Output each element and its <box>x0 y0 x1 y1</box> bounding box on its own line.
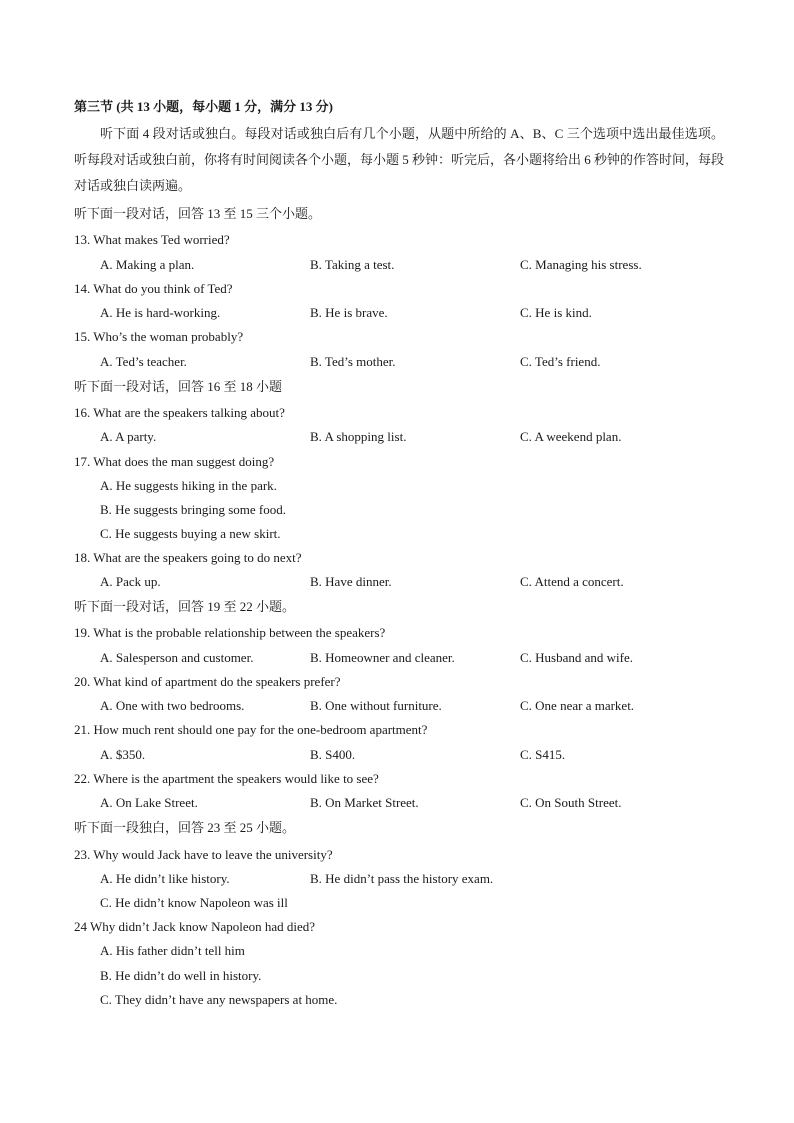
q21-option-c: C. S415. <box>520 747 566 762</box>
q18-option-a: A. Pack up. <box>100 574 161 589</box>
q22-option-b: B. On Market Street. <box>310 795 419 810</box>
q18-option-c: C. Attend a concert. <box>520 574 624 589</box>
q22-option-c: C. On South Street. <box>520 795 622 810</box>
question-18: 18. What are the speakers going to do next? <box>74 550 302 565</box>
question-22: 22. Where is the apartment the speakers would like to see? <box>74 771 379 786</box>
q23-option-c: C. He didn’t know Napoleon was ill <box>100 895 288 910</box>
dialogue-prompt-1: 听下面一段对话，回答 13 至 15 三个小题。 <box>74 206 322 221</box>
question-19: 19. What is the probable relationship between the speakers? <box>74 625 386 640</box>
q20-option-b: B. One without furniture. <box>310 698 442 713</box>
section-title: 第三节 (共 13 小题，每小题 1 分，满分 13 分) <box>74 99 333 114</box>
q17-option-a: A. He suggests hiking in the park. <box>100 478 277 493</box>
q14-option-a: A. He is hard-working. <box>100 305 221 320</box>
q17-option-b: B. He suggests bringing some food. <box>100 502 286 517</box>
q13-option-a: A. Making a plan. <box>100 257 195 272</box>
question-14: 14. What do you think of Ted? <box>74 281 233 296</box>
q14-option-c: C. He is kind. <box>520 305 592 320</box>
q24-option-c: C. They didn’t have any newspapers at home. <box>100 992 338 1007</box>
q16-option-a: A. A party. <box>100 429 157 444</box>
q15-option-c: C. Ted’s friend. <box>520 354 601 369</box>
q24-option-b: B. He didn’t do well in history. <box>100 968 262 983</box>
q17-option-c: C. He suggests buying a new skirt. <box>100 526 281 541</box>
q14-option-b: B. He is brave. <box>310 305 388 320</box>
q23-option-b: B. He didn’t pass the history exam. <box>310 871 494 886</box>
q15-option-a: A. Ted’s teacher. <box>100 354 187 369</box>
q19-option-a: A. Salesperson and customer. <box>100 650 254 665</box>
q13-option-b: B. Taking a test. <box>310 257 395 272</box>
question-15: 15. Who’s the woman probably? <box>74 329 244 344</box>
q20-option-c: C. One near a market. <box>520 698 635 713</box>
question-21: 21. How much rent should one pay for the one-bedroom apartment? <box>74 722 428 737</box>
question-17: 17. What does the man suggest doing? <box>74 454 275 469</box>
section-instructions: 听下面 4 段对话或独白。每段对话或独白后有几个小题，从题中所给的 A、B、C 三个选项中选出最佳选项。听每段对话或独白前，你将有时间阅读各个小题，每小题 5 秒钟：听完后，各小题将给出 6 秒钟的作答时间，每段对话或独白读两遍。 <box>74 126 725 193</box>
q18-option-b: B. Have dinner. <box>310 574 392 589</box>
monologue-prompt-4: 听下面一段独白，回答 23 至 25 小题。 <box>74 820 296 835</box>
question-24: 24 Why didn’t Jack know Napoleon had died? <box>74 919 316 934</box>
q19-option-c: C. Husband and wife. <box>520 650 634 665</box>
dialogue-prompt-3: 听下面一段对话，回答 19 至 22 小题。 <box>74 599 296 614</box>
question-23: 23. Why would Jack have to leave the university? <box>74 847 333 862</box>
q21-option-a: A. $350. <box>100 747 146 762</box>
q23-option-a: A. He didn’t like history. <box>100 871 230 886</box>
question-13: 13. What makes Ted worried? <box>74 232 230 247</box>
q16-option-c: C. A weekend plan. <box>520 429 622 444</box>
q15-option-b: B. Ted’s mother. <box>310 354 396 369</box>
q22-option-a: A. On Lake Street. <box>100 795 198 810</box>
q13-option-c: C. Managing his stress. <box>520 257 642 272</box>
q21-option-b: B. S400. <box>310 747 356 762</box>
q24-option-a: A. His father didn’t tell him <box>100 943 245 958</box>
dialogue-prompt-2: 听下面一段对话，回答 16 至 18 小题 <box>74 379 283 394</box>
q16-option-b: B. A shopping list. <box>310 429 407 444</box>
question-20: 20. What kind of apartment do the speakers prefer? <box>74 674 341 689</box>
q19-option-b: B. Homeowner and cleaner. <box>310 650 455 665</box>
question-16: 16. What are the speakers talking about? <box>74 405 285 420</box>
q20-option-a: A. One with two bedrooms. <box>100 698 245 713</box>
